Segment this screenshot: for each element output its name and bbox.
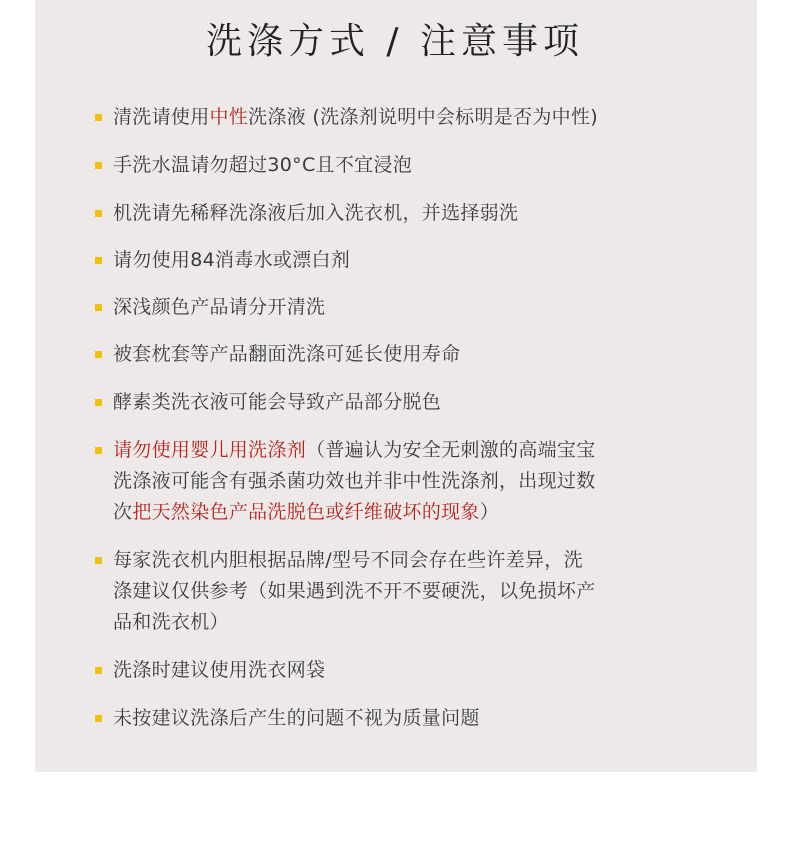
bullet-icon [95, 162, 102, 169]
bullet-icon [95, 210, 102, 217]
list-item-text: 洗涤时建议使用洗衣网袋 [113, 659, 326, 681]
list-item-text: 未按建议洗涤后产生的问题不视为质量问题 [113, 707, 480, 729]
list-item-text-part: ） [479, 501, 500, 523]
list-item-text: 被套枕套等产品翻面洗涤可延长使用寿命 [113, 343, 461, 365]
text-line: 洗涤液可能含有强杀菌功效也并非中性洗涤剂，出现过数 [113, 470, 596, 492]
highlight-text: 中性 [209, 106, 249, 128]
bullet-icon [95, 557, 102, 564]
list-item-text: 机洗请先稀释洗涤液后加入洗衣机，并选择弱洗 [113, 202, 519, 224]
list-item-text-part: 洗涤液 (洗涤剂说明中会标明是否为中性) [248, 106, 598, 128]
bullet-icon [95, 304, 102, 311]
list-item-text-part: 次 [113, 501, 133, 523]
list-item-text: 请勿使用84消毒水或漂白剂 [113, 249, 351, 271]
bullet-icon [95, 399, 102, 406]
list-item-text: 深浅颜色产品请分开清洗 [113, 296, 326, 318]
list-item-text-part: 清洗请使用 [113, 106, 210, 128]
list-item-text: 手洗水温请勿超过30°C且不宜浸泡 [113, 154, 413, 176]
bullet-icon [95, 114, 102, 121]
bullet-icon [95, 351, 102, 358]
list-item-text: 酵素类洗衣液可能会导致产品部分脱色 [113, 391, 442, 413]
bullet-icon [95, 257, 102, 264]
bullet-icon [95, 715, 102, 722]
text-line [113, 497, 698, 528]
highlight-text: 请勿使用婴儿用洗涤剂 [113, 439, 307, 461]
text-line: 品和洗衣机） [113, 611, 229, 633]
highlight-text: 把天然染色产品洗脱色或纤维破坏的现象 [132, 501, 480, 523]
list-item-text [113, 435, 698, 528]
list-item-text [113, 545, 698, 638]
text-line [113, 435, 698, 466]
text-line: 每家洗衣机内胆根据品牌/型号不同会存在些许差异，洗 [113, 549, 583, 571]
page-title: 洗涤方式 / 注意事项 [205, 21, 585, 62]
list-item-text [113, 102, 698, 133]
list-item-text-part: （普遍认为安全无刺激的高端宝宝 [306, 439, 596, 461]
text-line: 涤建议仅供参考（如果遇到洗不开不要硬洗，以免损坏产 [113, 580, 596, 602]
bullet-icon [95, 667, 102, 674]
bullet-icon [95, 447, 102, 454]
